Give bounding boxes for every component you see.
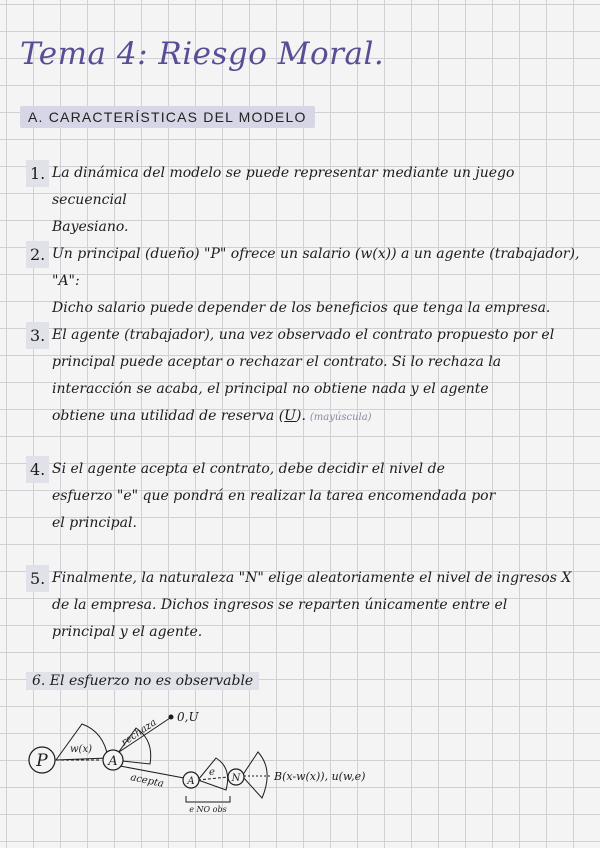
item-line: Un principal (dueño) "P" ofrece un salario (w(x)) a un agente (trabajador), "A": [52,246,580,289]
annotation-note: (mayúscula) [309,412,372,423]
list-item-1 [26,160,582,241]
item-line: el principal. [52,515,137,531]
list-item-4 [26,456,582,537]
node-a1-label: A [108,754,118,769]
item-line: Dicho salario puede depender de los beneficios que tenga la empresa. [52,300,551,316]
item-line: Si el agente acepta el contrato, debe decidir el nivel de [52,461,445,477]
reject-payoff-label: 0,U [177,710,199,724]
bracket-unobserved [186,796,230,802]
list-item-5 [26,565,582,646]
item-number: 1. [26,160,49,187]
item-line: principal puede aceptar o rechazar el contrato. Si lo rechaza la [52,354,502,370]
item-line-last [52,403,582,431]
item-line: La dinámica del modelo se puede representar mediante un juego secuencial [52,165,515,208]
unobserved-label: e NO obs [189,805,227,814]
item-number: 5. [26,565,49,592]
item-line: interacción se acaba, el principal no obtiene nada y el agente [52,381,489,397]
node-p-label: P [36,751,48,771]
effort-label: e [209,767,215,778]
accept-payoff-label: B(x-w(x)), u(w,e) [274,770,366,783]
item-text: obtiene una utilidad de reserva ( [52,408,285,424]
salary-label: w(x) [70,744,93,755]
item-text: ). [295,408,306,424]
item-line: de la empresa. Dichos ingresos se reparten únicamente entre el [52,597,508,613]
item-line: principal y el agente. [52,624,203,640]
item-number: 2. [26,241,49,268]
fan-n [242,752,267,798]
game-tree-diagram [0,700,600,830]
item-line: Finalmente, la naturaleza "N" elige aleatoriamente el nivel de ingresos X [52,570,572,586]
item-line: esfuerzo "e" que pondrá en realizar la tarea encomendada por [52,488,496,504]
list-item-3 [26,322,582,431]
rechaza-label: rechaza [119,717,159,749]
node-a2-label: A [187,776,195,787]
node-n-label: N [231,773,241,784]
item-number: 4. [26,456,49,483]
item-line: El agente (trabajador), una vez observado el contrato propuesto por el [52,327,555,343]
acepta-label: acepta [129,772,165,790]
item-number: 3. [26,322,49,349]
item-line: Bayesiano. [52,219,129,235]
list-item-6: 6. El esfuerzo no es observable [26,672,259,690]
list-item-2 [26,241,582,322]
terminal-node-reject [169,715,174,720]
section-heading: A. CARACTERÍSTICAS DEL MODELO [20,106,315,128]
reserve-utility: U [284,408,296,424]
page-title: Tema 4: Riesgo Moral. [20,36,385,72]
